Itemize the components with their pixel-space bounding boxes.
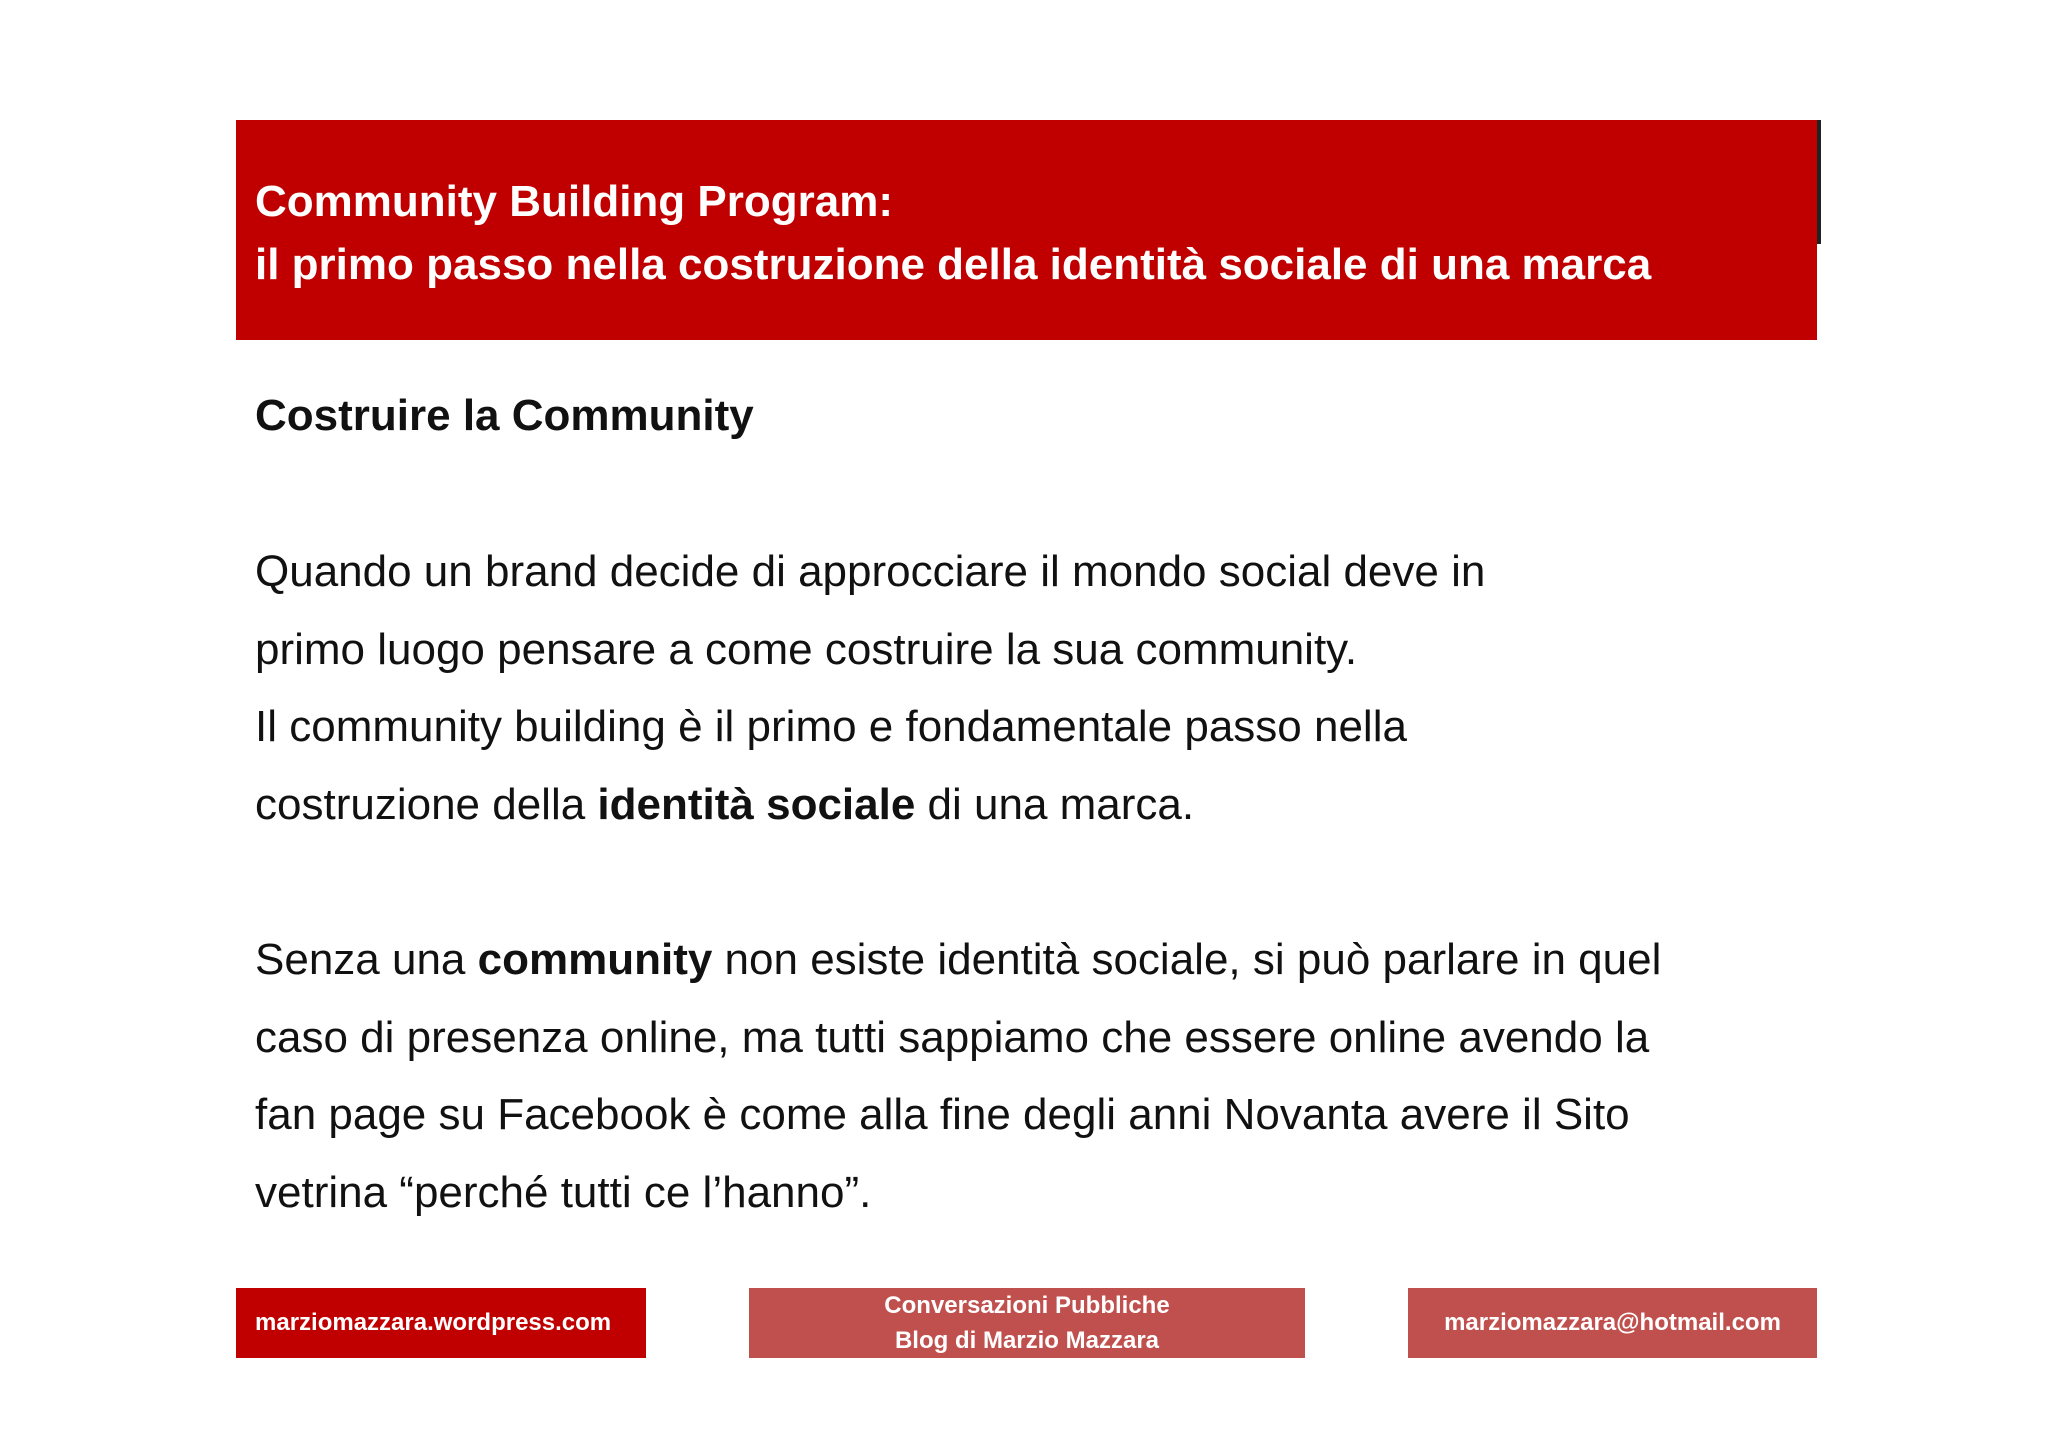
emphasis-identita-sociale: identità sociale	[597, 779, 916, 829]
footer-blog-name	[749, 1288, 1305, 1358]
text-run: non esiste identità sociale, si può parlare in quel	[712, 935, 1662, 984]
paragraph-line: Quando un brand decide di approcciare il mondo social deve in	[255, 547, 1486, 596]
footer-email-text: marziomazzara@hotmail.com	[1444, 1309, 1781, 1336]
section-title: Costruire la Community	[255, 391, 754, 440]
footer-blog-name-line1: Conversazioni Pubbliche	[884, 1292, 1170, 1319]
footer-blog-url[interactable]	[236, 1288, 646, 1358]
paragraph-line: fan page su Facebook è come alla fine degli anni Novanta avere il Sito	[255, 1090, 1630, 1139]
paragraph-community	[255, 921, 1835, 1231]
header-title-line2: il primo passo nella costruzione della identità sociale di una marca	[255, 240, 1652, 289]
paragraph-line: primo luogo pensare a come costruire la sua community.	[255, 624, 1358, 674]
paragraph-line: vetrina “perché tutti ce l’hanno”.	[255, 1167, 872, 1217]
text-run: costruzione della	[255, 779, 598, 829]
header-edge-divider	[1817, 120, 1821, 244]
paragraph-line: caso di presenza online, ma tutti sappiamo che essere online avendo la	[255, 1012, 1650, 1062]
footer-blog-url-text: marziomazzara.wordpress.com	[255, 1309, 612, 1336]
paragraph-intro	[255, 533, 1835, 843]
header-title-line1: Community Building Program:	[255, 177, 893, 226]
paragraph-line	[255, 766, 1835, 844]
paragraph-line	[255, 921, 1835, 999]
emphasis-community: community	[477, 935, 713, 984]
text-run: Senza una	[255, 935, 478, 984]
footer-email[interactable]	[1408, 1288, 1817, 1358]
footer-blog-name-line2: Blog di Marzio Mazzara	[894, 1327, 1160, 1354]
header-banner	[236, 120, 1817, 340]
text-run: di una marca.	[915, 779, 1195, 829]
paragraph-line: Il community building è il primo e fondamentale passo nella	[255, 702, 1407, 751]
